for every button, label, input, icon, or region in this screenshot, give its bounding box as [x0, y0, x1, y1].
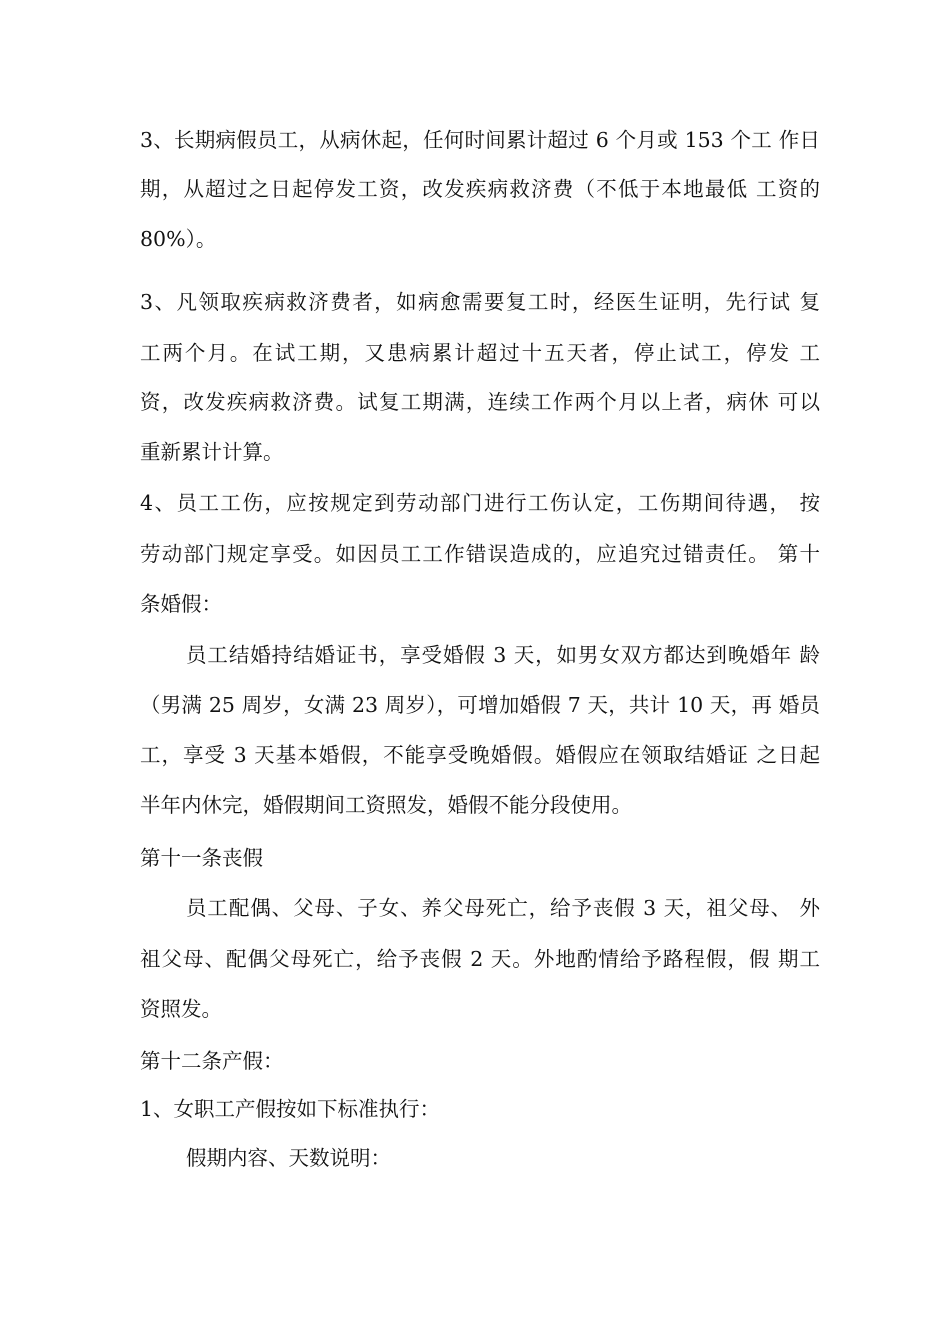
text-line: 资，改发疾病救济费。试复工期满，连续工作两个月以上者，病休 可以 — [140, 390, 820, 414]
text-line: 4、员工工伤，应按规定到劳动部门进行工伤认定，工伤期间待遇， 按 — [140, 491, 820, 515]
text-line: 1、女职工产假按如下标准执行： — [140, 1097, 441, 1121]
text-line: 假期内容、天数说明： — [186, 1146, 391, 1170]
text-line: 重新累计计算。 — [140, 440, 284, 464]
text-line: 3、长期病假员工，从病休起，任何时间累计超过 6 个月或 153 个工 作日 — [140, 128, 820, 152]
text-line: 半年内休完，婚假期间工资照发，婚假不能分段使用。 — [140, 793, 632, 817]
text-line: 工两个月。在试工期，又患病累计超过十五天者，停止试工，停发 工 — [140, 341, 820, 365]
text-line: 工，享受 3 天基本婚假，不能享受晚婚假。婚假应在领取结婚证 之日起 — [140, 743, 820, 767]
text-line: 期，从超过之日起停发工资，改发疾病救济费（不低于本地最低 工资的 — [140, 177, 820, 201]
section-heading: 第十二条产假： — [140, 1049, 284, 1073]
text-line: 祖父母、配偶父母死亡，给予丧假 2 天。外地酌情给予路程假，假 期工 — [140, 947, 820, 971]
text-line: 员工配偶、父母、子女、养父母死亡，给予丧假 3 天，祖父母、 外 — [186, 896, 820, 920]
text-line: 3、凡领取疾病救济费者，如病愈需要复工时，经医生证明，先行试 复 — [140, 290, 820, 314]
text-line: 员工结婚持结婚证书，享受婚假 3 天，如男女双方都达到晚婚年 龄 — [186, 643, 820, 667]
section-heading: 第十一条丧假 — [140, 846, 263, 870]
text-line: 资照发。 — [140, 997, 222, 1021]
text-line: （男满 25 周岁，女满 23 周岁），可增加婚假 7 天，共计 10 天，再 婚员 — [140, 693, 820, 717]
section-heading: 条婚假： — [140, 592, 222, 616]
text-line: 劳动部门规定享受。如因员工工作错误造成的，应追究过错责任。 第十 — [140, 542, 820, 566]
text-line: 80%）。 — [140, 227, 217, 251]
